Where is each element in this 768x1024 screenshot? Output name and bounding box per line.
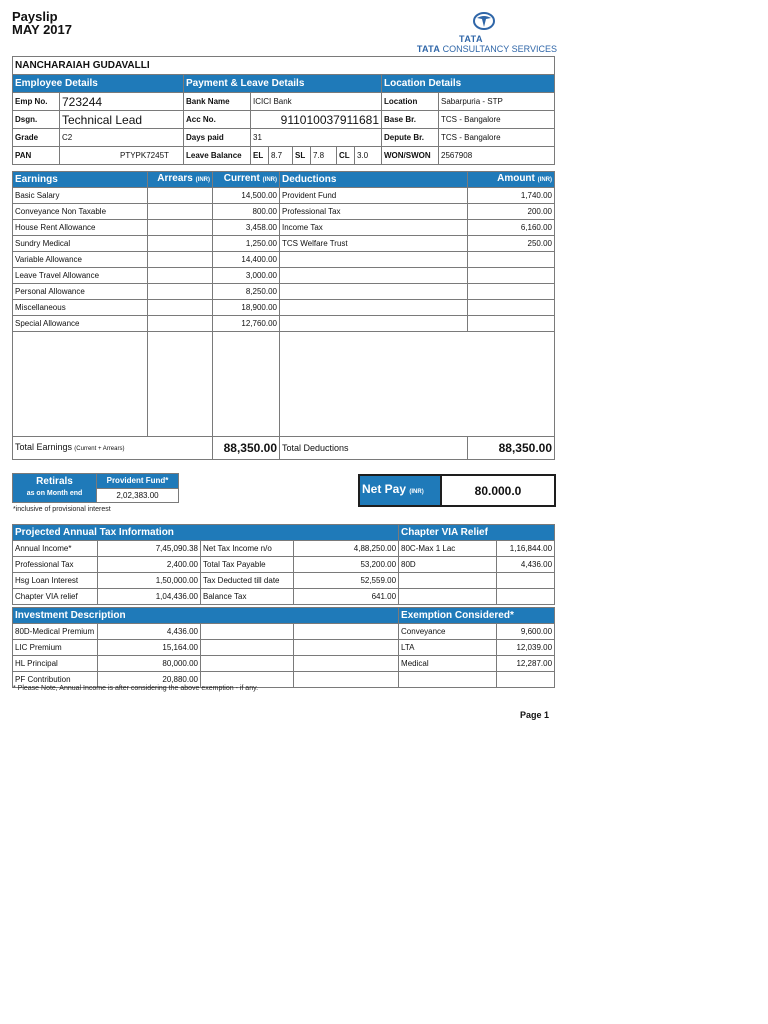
value-won-swon: 2567908 <box>439 147 555 165</box>
exemption-label: Medical <box>399 656 497 672</box>
deduction-amount <box>468 268 555 284</box>
deductions-spacer <box>280 332 555 437</box>
earning-label: House Rent Allowance <box>13 220 148 236</box>
relief-label <box>399 573 497 589</box>
tax-value: 1,04,436.00 <box>98 589 201 605</box>
provident-fund-value: 2,02,383.00 <box>97 488 179 503</box>
deductions-header: Deductions <box>280 172 468 188</box>
table-row <box>13 284 555 300</box>
tax-value-2: 53,200.00 <box>294 557 399 573</box>
table-row <box>13 656 555 672</box>
company-name <box>405 44 557 54</box>
exemption-label <box>399 672 497 688</box>
exemption-value <box>497 672 555 688</box>
deduction-amount <box>468 252 555 268</box>
table-row <box>13 589 555 605</box>
exemption-label: Conveyance <box>399 624 497 640</box>
value-depute-br: TCS - Bangalore <box>439 129 555 147</box>
table-row <box>13 220 555 236</box>
title-line-2: MAY 2017 <box>12 22 72 37</box>
investment-empty <box>294 640 399 656</box>
retirals-note: *inclusive of provisional interest <box>13 506 111 513</box>
investment-value: 15,164.00 <box>98 640 201 656</box>
current-header-text: Current <box>223 173 260 184</box>
tax-value-2: 4,88,250.00 <box>294 541 399 557</box>
total-earnings-value: 88,350.00 <box>213 437 280 460</box>
table-row <box>13 204 555 220</box>
investment-value: 20,880.00 <box>98 672 201 688</box>
table-row <box>13 573 555 589</box>
label-el: EL <box>251 147 269 165</box>
exemption-value: 12,287.00 <box>497 656 555 672</box>
relief-value: 1,16,844.00 <box>497 541 555 557</box>
provident-fund-header: Provident Fund* <box>97 474 179 489</box>
retirals-table <box>12 473 179 503</box>
deduction-label <box>280 316 468 332</box>
earning-current: 18,900.00 <box>213 300 280 316</box>
tax-value: 2,400.00 <box>98 557 201 573</box>
arrears-header <box>148 172 213 188</box>
deduction-label: Professional Tax <box>280 204 468 220</box>
deduction-amount <box>468 300 555 316</box>
label-emp-no: Emp No. <box>13 93 60 111</box>
value-bank-name: ICICI Bank <box>251 93 382 111</box>
earning-current: 12,760.00 <box>213 316 280 332</box>
arrears-header-text: Arrears <box>157 173 193 184</box>
earning-arrears <box>148 316 213 332</box>
amount-header-text: Amount <box>497 173 535 184</box>
table-row <box>13 252 555 268</box>
deduction-amount: 1,740.00 <box>468 188 555 204</box>
current-unit: (INR) <box>262 177 277 183</box>
relief-label: 80C-Max 1 Lac <box>399 541 497 557</box>
earning-label: Sundry Medical <box>13 236 148 252</box>
earning-label: Basic Salary <box>13 188 148 204</box>
earning-current: 14,400.00 <box>213 252 280 268</box>
value-grade: C2 <box>60 129 184 147</box>
earning-label: Special Allowance <box>13 316 148 332</box>
earnings-rows <box>13 188 555 332</box>
investment-label: HL Principal <box>13 656 98 672</box>
table-row <box>13 236 555 252</box>
relief-value: 4,436.00 <box>497 557 555 573</box>
earning-label: Variable Allowance <box>13 252 148 268</box>
total-deductions-value: 88,350.00 <box>468 437 555 460</box>
value-cl: 3.0 <box>355 147 382 165</box>
earning-current: 3,000.00 <box>213 268 280 284</box>
tax-label-2: Tax Deducted till date <box>201 573 294 589</box>
annual-tax-rows <box>13 541 555 605</box>
table-row <box>13 316 555 332</box>
deduction-label <box>280 284 468 300</box>
investment-empty <box>294 672 399 688</box>
net-pay-label: Net Pay <box>362 482 407 496</box>
earning-label: Miscellaneous <box>13 300 148 316</box>
deduction-amount <box>468 284 555 300</box>
table-row <box>13 188 555 204</box>
investment-empty <box>201 624 294 640</box>
exemption-value: 9,600.00 <box>497 624 555 640</box>
amount-header <box>468 172 555 188</box>
earning-label: Conveyance Non Taxable <box>13 204 148 220</box>
title-line-1: Payslip <box>12 9 58 24</box>
earning-current: 3,458.00 <box>213 220 280 236</box>
earning-current: 800.00 <box>213 204 280 220</box>
relief-value <box>497 589 555 605</box>
net-pay-value: 80.000.0 <box>441 475 555 506</box>
current-header <box>213 172 280 188</box>
label-depute-br: Depute Br. <box>382 129 439 147</box>
deduction-label <box>280 252 468 268</box>
page-number: Page 1 <box>520 710 550 720</box>
earning-arrears <box>148 236 213 252</box>
current-spacer <box>213 332 280 437</box>
earnings-spacer <box>13 332 148 437</box>
tax-label: Hsg Loan Interest <box>13 573 98 589</box>
tax-label-2: Total Tax Payable <box>201 557 294 573</box>
label-sl: SL <box>293 147 311 165</box>
earning-current: 8,250.00 <box>213 284 280 300</box>
tax-value-2: 52,559.00 <box>294 573 399 589</box>
total-earnings-label: Total Earnings <box>15 442 73 452</box>
investment-empty <box>294 624 399 640</box>
value-dsgn: Technical Lead <box>60 111 184 129</box>
value-days-paid: 31 <box>251 129 382 147</box>
section-employee-details: Employee Details <box>13 75 184 93</box>
table-row <box>13 541 555 557</box>
annual-tax-header: Projected Annual Tax Information <box>13 525 399 541</box>
investment-note: * Please Note, Annual Income is after considering the above exemption - if any. <box>13 685 259 692</box>
tax-label: Chapter VIA relief <box>13 589 98 605</box>
value-acc-no: 911010037911681 <box>251 111 382 129</box>
label-pan: PAN <box>13 147 60 165</box>
value-pan: PTYPK7245T <box>60 147 184 165</box>
total-earnings-label-cell <box>13 437 213 460</box>
earning-label: Personal Allowance <box>13 284 148 300</box>
employee-name: NANCHARAIAH GUDAVALLI <box>13 57 555 75</box>
earnings-header: Earnings <box>13 172 148 188</box>
exemption-value: 12,039.00 <box>497 640 555 656</box>
net-pay-box <box>358 474 556 507</box>
deduction-label <box>280 300 468 316</box>
table-row <box>13 268 555 284</box>
earnings-deductions-table <box>12 171 555 460</box>
investment-value: 80,000.00 <box>98 656 201 672</box>
investment-label: PF Contribution <box>13 672 98 688</box>
section-location-details: Location Details <box>382 75 555 93</box>
earning-arrears <box>148 188 213 204</box>
retirals-label: Retirals <box>36 476 73 487</box>
label-location: Location <box>382 93 439 111</box>
retirals-label-cell <box>13 474 97 503</box>
label-leave-balance: Leave Balance <box>184 147 251 165</box>
tax-value: 1,50,000.00 <box>98 573 201 589</box>
value-sl: 7.8 <box>311 147 337 165</box>
value-emp-no: 723244 <box>60 93 184 111</box>
earning-arrears <box>148 252 213 268</box>
tax-label-2: Net Tax Income n/o <box>201 541 294 557</box>
investment-empty <box>201 656 294 672</box>
investment-rows <box>13 624 555 688</box>
earning-current: 1,250.00 <box>213 236 280 252</box>
table-row <box>13 640 555 656</box>
investment-value: 4,436.00 <box>98 624 201 640</box>
amount-unit: (INR) <box>537 177 552 183</box>
investment-table <box>12 607 555 688</box>
earning-arrears <box>148 268 213 284</box>
label-base-br: Base Br. <box>382 111 439 129</box>
exemption-label: LTA <box>399 640 497 656</box>
label-won-swon: WON/SWON <box>382 147 439 165</box>
value-base-br: TCS - Bangalore <box>439 111 555 129</box>
tax-label: Annual Income* <box>13 541 98 557</box>
earning-arrears <box>148 300 213 316</box>
company-logo <box>405 12 557 56</box>
label-dsgn: Dsgn. <box>13 111 60 129</box>
deduction-amount: 250.00 <box>468 236 555 252</box>
total-deductions-label: Total Deductions <box>280 437 468 460</box>
label-cl: CL <box>337 147 355 165</box>
retirals-sublabel: as on Month end <box>26 490 83 497</box>
investment-label: LIC Premium <box>13 640 98 656</box>
investment-empty <box>201 640 294 656</box>
earning-arrears <box>148 220 213 236</box>
table-row <box>13 557 555 573</box>
payslip-title <box>12 10 72 36</box>
exemption-header: Exemption Considered* <box>399 608 555 624</box>
earning-arrears <box>148 204 213 220</box>
deduction-amount: 6,160.00 <box>468 220 555 236</box>
company-name-rest: CONSULTANCY SERVICES <box>440 44 557 54</box>
earning-current: 14,500.00 <box>213 188 280 204</box>
relief-label <box>399 589 497 605</box>
earning-label: Leave Travel Allowance <box>13 268 148 284</box>
tax-value-2: 641.00 <box>294 589 399 605</box>
chapter-via-header: Chapter VIA Relief <box>399 525 555 541</box>
section-payment-leave: Payment & Leave Details <box>184 75 382 93</box>
annual-tax-table <box>12 524 555 605</box>
table-row <box>13 300 555 316</box>
deduction-amount <box>468 316 555 332</box>
deduction-label: TCS Welfare Trust <box>280 236 468 252</box>
label-grade: Grade <box>13 129 60 147</box>
investment-header: Investment Description <box>13 608 399 624</box>
relief-label: 80D <box>399 557 497 573</box>
label-acc-no: Acc No. <box>184 111 251 129</box>
tax-label: Professional Tax <box>13 557 98 573</box>
total-earnings-note: (Current + Arrears) <box>74 446 125 452</box>
label-days-paid: Days paid <box>184 129 251 147</box>
logo-word: TATA <box>459 34 483 44</box>
company-name-bold: TATA <box>416 44 441 54</box>
deduction-label: Income Tax <box>280 220 468 236</box>
deduction-label <box>280 268 468 284</box>
tax-label-2: Balance Tax <box>201 589 294 605</box>
investment-label: 80D-Medical Premium <box>13 624 98 640</box>
tax-value: 7,45,090.38 <box>98 541 201 557</box>
arrears-unit: (INR) <box>195 177 210 183</box>
employee-info-table <box>12 56 555 165</box>
net-pay-label-cell <box>359 475 441 506</box>
relief-value <box>497 573 555 589</box>
investment-empty <box>294 656 399 672</box>
value-el: 8.7 <box>269 147 293 165</box>
table-row <box>13 624 555 640</box>
deduction-label: Provident Fund <box>280 188 468 204</box>
label-bank-name: Bank Name <box>184 93 251 111</box>
value-location: Sabarpuria - STP <box>439 93 555 111</box>
deduction-amount: 200.00 <box>468 204 555 220</box>
tata-logo-icon <box>473 12 495 30</box>
earning-arrears <box>148 284 213 300</box>
net-pay-unit: (INR) <box>409 489 424 495</box>
arrears-spacer <box>148 332 213 437</box>
